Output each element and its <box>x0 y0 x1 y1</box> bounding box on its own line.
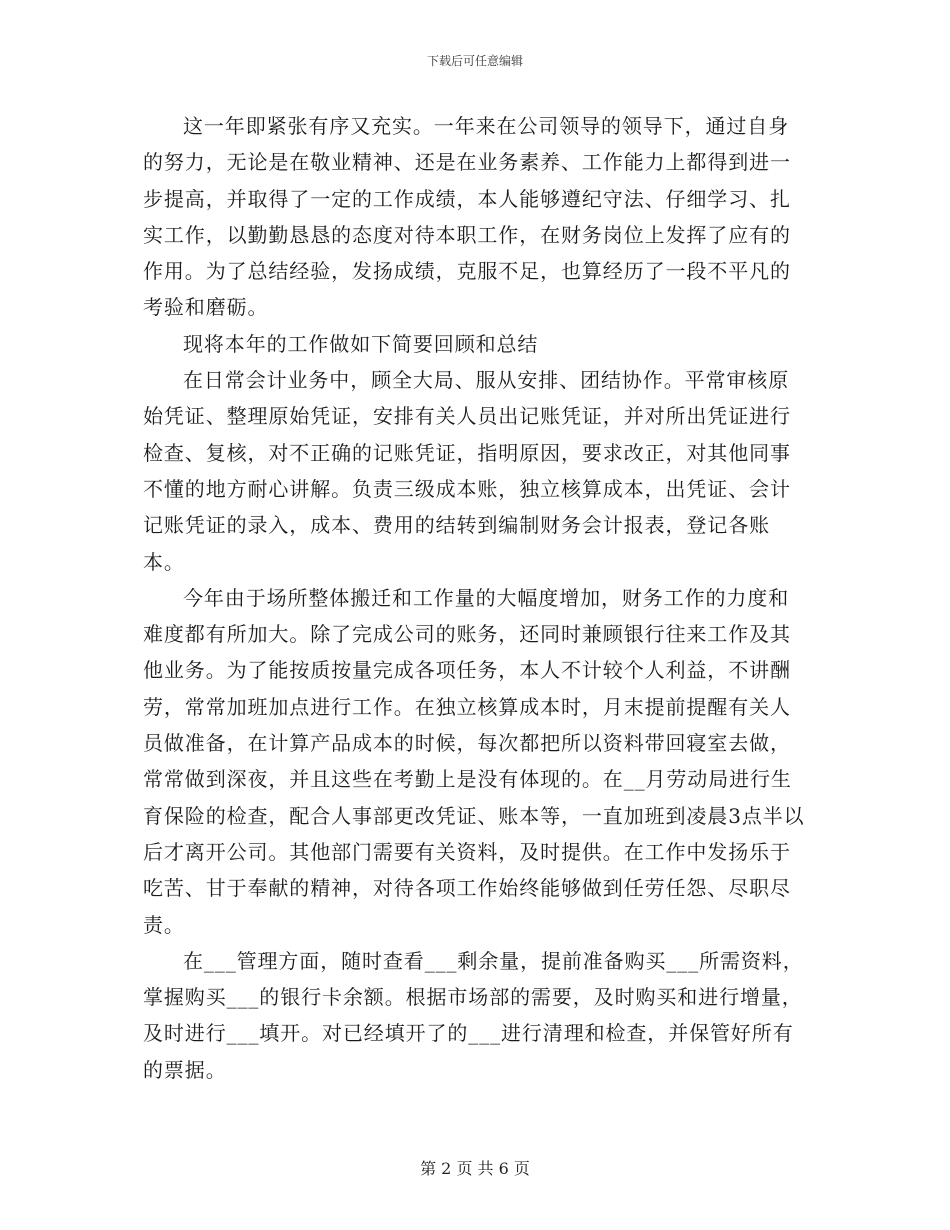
paragraph-intro: 这一年即紧张有序又充实。一年来在公司领导的领导下，通过自身的努力，无论是在敬业精神、还是在业务素养、工作能力上都得到进一步提高，并取得了一定的工作成绩，本人能够遵纪守法、仔细学习、扎实工作，以勤勤恳恳的态度对待本职工作，在财务岗位上发挥了应有的作用。为了总结经验，发扬成绩，克服不足，也算经历了一段不平凡的考验和磨砺。 <box>143 114 791 320</box>
paragraph-workload: 今年由于场所整体搬迁和工作量的大幅度增加，财务工作的力度和难度都有所加大。除了完成公司的账务，还同时兼顾银行往来工作及其他业务。为了能按质按量完成各项任务，本人不计较个人利益，不讲酬劳，常常加班加点进行工作。在独立核算成本时，月末提前提醒有关人员做准备，在计算产品成本的时候，每次都把所以资料带回寝室去做，常常做到深夜，并且这些在考勤上是没有体现的。在__月劳动局进行生育保险的检查，配合人事部更改凭证、账本等，一直加班到凌晨3点半以后才离开公司。其他部门需要有关资料，及时提供。在工作中发扬乐于吃苦、甘于奉献的精神，对待各项工作始终能够做到任劳任怨、尽职尽责。 <box>143 585 805 937</box>
paragraph-review-heading: 现将本年的工作做如下简要回顾和总结 <box>183 331 539 356</box>
document-body <box>143 108 808 1088</box>
page-number-footer: 第 2 页 共 6 页 <box>420 1159 530 1178</box>
paragraph-daily-accounting: 在日常会计业务中，顾全大局、服从安排、团结协作。平常审核原始凭证、整理原始凭证，安排有关人员出记账凭证，并对所出凭证进行检查、复核，对不正确的记账凭证，指明原因，要求改正，对其他同事不懂的地方耐心讲解。负责三级成本账，独立核算成本，出凭证、会计记账凭证的录入，成本、费用的结转到编制财务会计报表，登记各账本。 <box>143 368 791 574</box>
paragraph-management: 在___管理方面，随时查看___剩余量，提前准备购买___所需资料，掌握购买___的银行卡余额。根据市场部的需要，及时购买和进行增量，及时进行___填开。对已经填开了的___进行清理和检查，并保管好所有的票据。 <box>143 948 804 1082</box>
page-header-note: 下载后可任意编辑 <box>426 54 523 68</box>
